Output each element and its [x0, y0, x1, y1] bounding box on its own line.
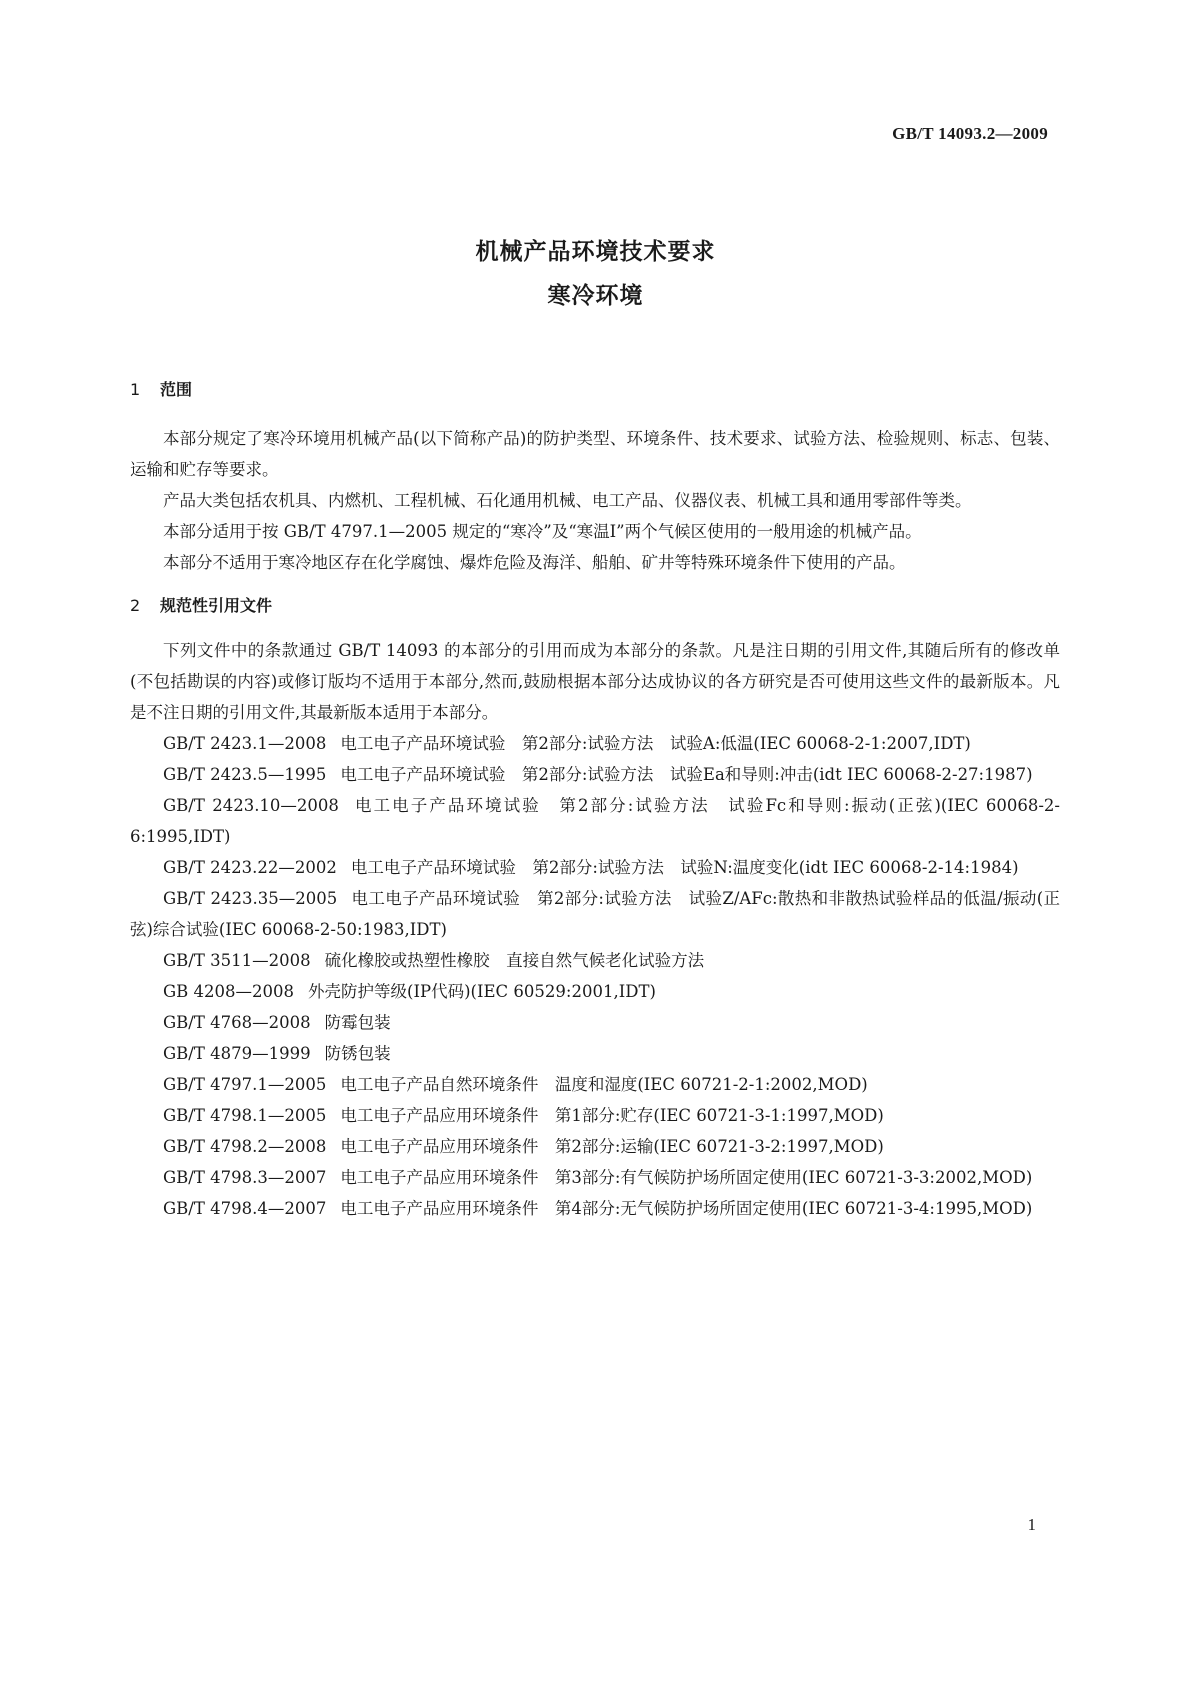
reference-list	[130, 728, 1060, 1224]
title-line-2: 寒冷环境	[547, 283, 644, 309]
reference-code: GB/T 3511—2008	[163, 951, 311, 970]
scope-paragraph: 本部分规定了寒冷环境用机械产品(以下简称产品)的防护类型、环境条件、技术要求、试验方法、检验规则、标志、包装、运输和贮存等要求。	[130, 429, 1060, 479]
reference-code: GB/T 4798.4—2007	[163, 1199, 327, 1218]
reference-title: 硫化橡胶或热塑性橡胶 直接自然气候老化试验方法	[324, 951, 705, 970]
section-title: 规范性引用文件	[160, 596, 273, 615]
reference-title: 电工电子产品应用环境条件 第3部分:有气候防护场所固定使用(IEC 60721-3-3:2002,MOD)	[340, 1168, 1033, 1187]
reference-code: GB 4208—2008	[163, 982, 295, 1001]
reference-title: 电工电子产品应用环境条件 第1部分:贮存(IEC 60721-3-1:1997,MOD)	[340, 1106, 884, 1125]
references-intro: 下列文件中的条款通过 GB/T 14093 的本部分的引用而成为本部分的条款。凡是注日期的引用文件,其随后所有的修改单(不包括勘误的内容)或修订版均不适用于本部分,然而,鼓励根据本部分达成协议的各方研究是否可使用这些文件的最新版本。凡是不注日期的引用文件,其最新版本适用于本部分。	[130, 641, 1060, 722]
reference-item	[130, 728, 1060, 759]
reference-code: GB/T 2423.35—2005	[163, 889, 338, 908]
reference-code: GB/T 4798.1—2005	[163, 1106, 327, 1125]
reference-code: GB/T 4798.3—2007	[163, 1168, 327, 1187]
title-line-1: 机械产品环境技术要求	[475, 239, 716, 265]
reference-title: 电工电子产品环境试验 第2部分:试验方法 试验N:温度变化(idt IEC 60068-2-14:1984)	[350, 858, 1019, 877]
reference-item	[130, 976, 1060, 1007]
reference-title: 防锈包装	[324, 1044, 391, 1063]
reference-code: GB/T 4798.2—2008	[163, 1137, 327, 1156]
section-number: 2	[130, 596, 141, 615]
reference-title: 电工电子产品应用环境条件 第2部分:运输(IEC 60721-3-2:1997,MOD)	[340, 1137, 884, 1156]
page-number: 1	[1027, 1515, 1036, 1534]
reference-code: GB/T 2423.5—1995	[163, 765, 327, 784]
scope-paragraph: 产品大类包括农机具、内燃机、工程机械、石化通用机械、电工产品、仪器仪表、机械工具和通用零部件等类。	[163, 491, 972, 510]
section-2-heading	[130, 590, 1060, 621]
reference-title: 电工电子产品环境试验 第2部分:试验方法 试验Z/AFc:散热和非散热试验样品的低温/振动(正弦)综合试验(IEC 60068-2-50:1983,IDT)	[130, 889, 1060, 939]
reference-item	[130, 1007, 1060, 1038]
reference-item	[130, 1038, 1060, 1069]
section-title: 范围	[160, 380, 193, 399]
reference-title: 电工电子产品应用环境条件 第4部分:无气候防护场所固定使用(IEC 60721-3-4:1995,MOD)	[340, 1199, 1033, 1218]
reference-title: 外壳防护等级(IP代码)(IEC 60529:2001,IDT)	[308, 982, 656, 1001]
section-number: 1	[130, 380, 141, 399]
reference-item	[130, 759, 1060, 790]
scope-paragraph: 本部分适用于按 GB/T 4797.1—2005 规定的“寒冷”及“寒温Ⅰ”两个气候区使用的一般用途的机械产品。	[163, 522, 922, 541]
reference-item	[130, 1100, 1060, 1131]
reference-code: GB/T 2423.10—2008	[163, 796, 339, 815]
reference-code: GB/T 2423.22—2002	[163, 858, 337, 877]
scope-paragraph: 本部分不适用于寒冷地区存在化学腐蚀、爆炸危险及海洋、船舶、矿井等特殊环境条件下使用的产品。	[163, 553, 906, 572]
reference-code: GB/T 4768—2008	[163, 1013, 311, 1032]
reference-title: 电工电子产品环境试验 第2部分:试验方法 试验Fc和导则:振动(正弦)(IEC 60068-2-6:1995,IDT)	[130, 796, 1060, 846]
reference-item	[130, 883, 1060, 945]
reference-title: 电工电子产品环境试验 第2部分:试验方法 试验A:低温(IEC 60068-2-1:2007,IDT)	[340, 734, 971, 753]
document-body	[130, 374, 1060, 1224]
reference-title: 电工电子产品环境试验 第2部分:试验方法 试验Ea和导则:冲击(idt IEC 60068-2-27:1987)	[340, 765, 1033, 784]
reference-code: GB/T 4797.1—2005	[163, 1075, 327, 1094]
reference-item	[130, 1162, 1060, 1193]
standard-number: GB/T 14093.2—2009	[892, 124, 1048, 143]
document-title	[0, 230, 1191, 318]
reference-item	[130, 1193, 1060, 1224]
reference-code: GB/T 4879—1999	[163, 1044, 311, 1063]
reference-item	[130, 945, 1060, 976]
reference-item	[130, 790, 1060, 852]
section-1-heading	[130, 374, 1060, 405]
reference-item	[130, 852, 1060, 883]
reference-code: GB/T 2423.1—2008	[163, 734, 327, 753]
reference-item	[130, 1131, 1060, 1162]
reference-title: 防霉包装	[324, 1013, 391, 1032]
reference-title: 电工电子产品自然环境条件 温度和湿度(IEC 60721-2-1:2002,MOD)	[340, 1075, 868, 1094]
reference-item	[130, 1069, 1060, 1100]
